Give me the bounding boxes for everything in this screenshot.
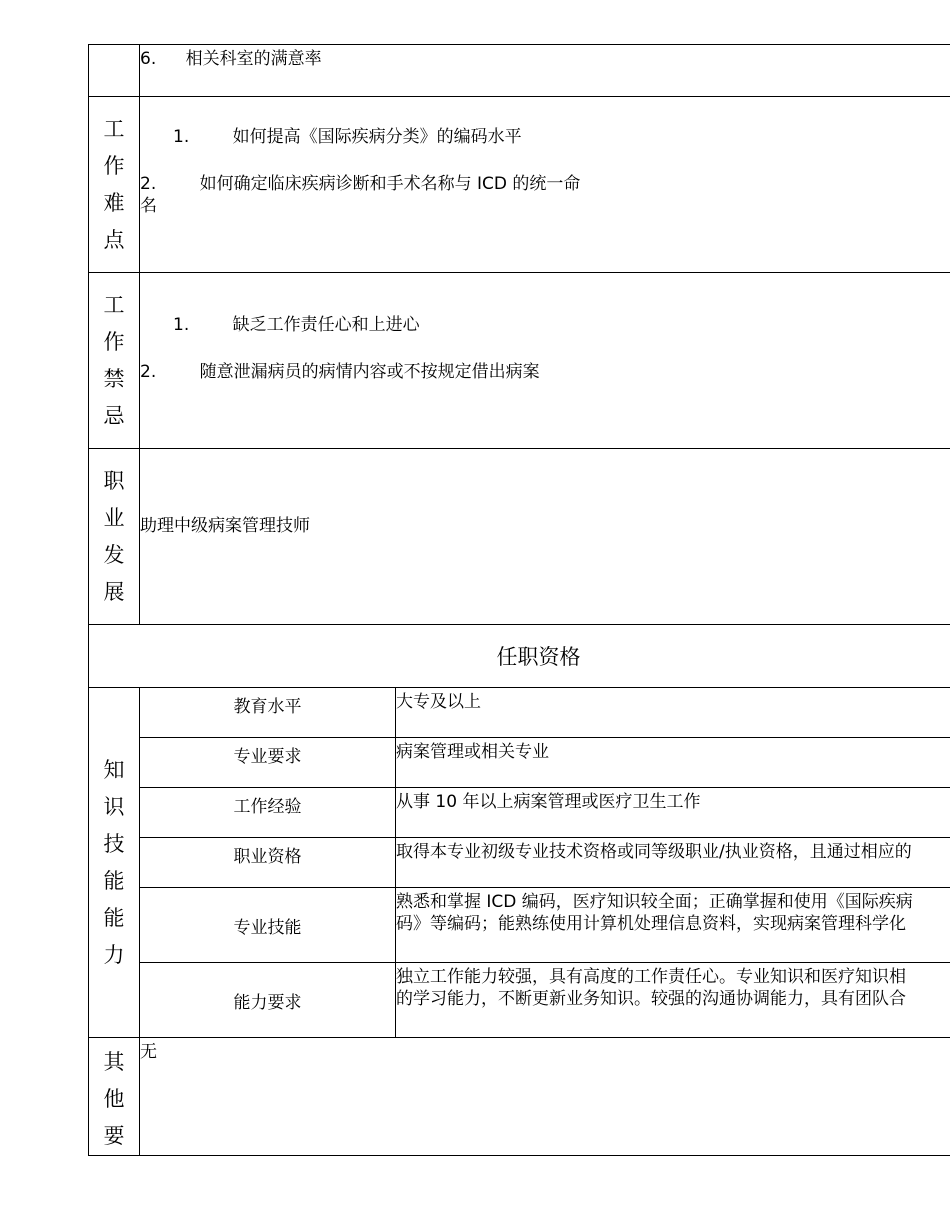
qualifications-title: 任职资格 bbox=[89, 625, 950, 688]
qualifications-label: 知 识 技 能 能 力 bbox=[89, 688, 140, 1038]
qualification-name: 专业技能 bbox=[140, 888, 396, 963]
list-item: 2. 如何确定临床疾病诊断和手术名称与 ICD 的统一命 bbox=[140, 174, 581, 194]
qualification-name: 专业要求 bbox=[140, 738, 396, 788]
qualifications-title-row bbox=[89, 625, 950, 688]
list-item: 1. 如何提高《国际疾病分类》的编码水平 bbox=[173, 127, 522, 147]
qualification-value: 大专及以上 bbox=[396, 688, 950, 738]
career-label: 职 业 发 展 bbox=[89, 449, 140, 625]
qualification-row bbox=[89, 963, 950, 1038]
qualification-name: 职业资格 bbox=[140, 838, 396, 888]
career-content bbox=[140, 449, 950, 625]
qualification-row bbox=[89, 688, 950, 738]
other-label: 其 他 要 bbox=[89, 1038, 140, 1156]
taboos-label: 工 作 禁 忌 bbox=[89, 273, 140, 449]
qualification-value: 取得本专业初级专业技术资格或同等级职业/执业资格，且通过相应的 bbox=[396, 838, 950, 888]
qualification-value: 病案管理或相关专业 bbox=[396, 738, 950, 788]
item-text: 相关科室的满意率 bbox=[185, 49, 322, 69]
qualification-row bbox=[89, 888, 950, 963]
difficulties-row bbox=[89, 97, 950, 273]
other-text: 无 bbox=[140, 1042, 157, 1062]
qualification-value: 从事 10 年以上病案管理或医疗卫生工作 bbox=[396, 788, 950, 838]
taboos-row bbox=[89, 273, 950, 449]
list-item: 1. 缺乏工作责任心和上进心 bbox=[173, 315, 420, 335]
career-row bbox=[89, 449, 950, 625]
other-row bbox=[89, 1038, 950, 1156]
qualification-name: 教育水平 bbox=[140, 688, 396, 738]
list-item-wrap: 名 bbox=[140, 196, 157, 216]
qualification-row bbox=[89, 838, 950, 888]
difficulties-content bbox=[140, 97, 950, 273]
qualification-name: 工作经验 bbox=[140, 788, 396, 838]
other-content bbox=[140, 1038, 950, 1156]
continuation-row bbox=[89, 45, 950, 97]
continuation-label-cell bbox=[89, 45, 140, 97]
career-text: 助理中级病案管理技师 bbox=[140, 516, 310, 536]
qualification-value: 独立工作能力较强，具有高度的工作责任心。专业知识和医疗知识相 的学习能力，不断更新业务知识。较强的沟通协调能力，具有团队合 bbox=[396, 963, 950, 1038]
taboos-content bbox=[140, 273, 950, 449]
difficulties-label: 工 作 难 点 bbox=[89, 97, 140, 273]
qualification-row bbox=[89, 738, 950, 788]
qualification-value: 熟悉和掌握 ICD 编码，医疗知识较全面；正确掌握和使用《国际疾病 码》等编码；能熟练使用计算机处理信息资料，实现病案管理科学化 bbox=[396, 888, 950, 963]
continuation-content bbox=[140, 45, 950, 97]
list-item: 2. 随意泄漏病员的病情内容或不按规定借出病案 bbox=[140, 362, 540, 382]
qualification-name: 能力要求 bbox=[140, 963, 396, 1038]
item-number: 6. bbox=[140, 49, 157, 69]
job-description-table bbox=[88, 44, 950, 1156]
qualification-row bbox=[89, 788, 950, 838]
